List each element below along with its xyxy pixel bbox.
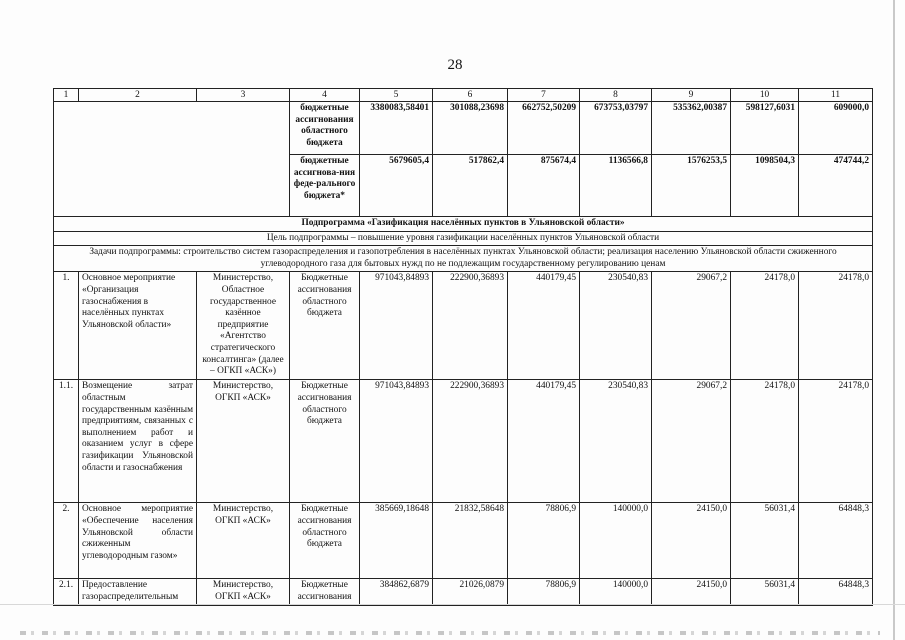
value-cell: 609000,0	[799, 102, 873, 155]
subprogram-goal: Цель подпрограммы – повышение уровня газификации населённых пунктов Ульяновской области	[54, 231, 873, 246]
column-header: 6	[433, 89, 508, 102]
value-cell: 3380083,58401	[360, 102, 433, 155]
value-cell: 971043,84893	[360, 272, 433, 380]
value-cell: 29067,2	[652, 380, 731, 503]
value-cell: 78806,9	[508, 579, 580, 605]
funding-source: бюджетные ассигнования областного бюджета	[290, 102, 360, 155]
value-cell: 673753,03797	[580, 102, 652, 155]
value-cell: 598127,6031	[731, 102, 799, 155]
subprogram-title-row	[54, 217, 873, 232]
executor: Министерство, ОГКП «АСК»	[197, 380, 290, 503]
value-cell: 517862,4	[433, 155, 508, 217]
value-cell: 24150,0	[652, 579, 731, 605]
value-cell: 140000,0	[580, 503, 652, 579]
value-cell: 24178,0	[799, 380, 873, 503]
page-edge	[893, 0, 895, 640]
table-row	[54, 272, 873, 380]
column-header: 3	[197, 89, 290, 102]
scan-artifact	[20, 631, 880, 635]
value-cell: 56031,4	[731, 503, 799, 579]
activity-name: Основное мероприятие «Обеспечение населения Ульяновской области сжиженным углеводородным газом»	[79, 503, 197, 579]
budget-table	[53, 88, 873, 606]
value-cell: 222900,36893	[433, 272, 508, 380]
value-cell: 64848,3	[799, 579, 873, 605]
value-cell: 535362,00387	[652, 102, 731, 155]
value-cell: 230540,83	[580, 380, 652, 503]
funding-source: бюджетные ассигнова-ния феде-рального бюджета*	[290, 155, 360, 217]
value-cell: 21832,58648	[433, 503, 508, 579]
table-row	[54, 579, 873, 605]
executor: Министерство, ОГКП «АСК»	[197, 579, 290, 605]
activity-name: Предоставление газораспределительным	[79, 579, 197, 605]
table-row	[54, 380, 873, 503]
column-header: 9	[652, 89, 731, 102]
executor: Министерство, ОГКП «АСК»	[197, 503, 290, 579]
empty-cell	[54, 102, 290, 217]
value-cell: 474744,2	[799, 155, 873, 217]
column-number-row	[54, 89, 873, 102]
column-header: 11	[799, 89, 873, 102]
value-cell: 5679605,4	[360, 155, 433, 217]
value-cell: 971043,84893	[360, 380, 433, 503]
value-cell: 1136566,8	[580, 155, 652, 217]
row-number: 1.	[54, 272, 79, 380]
value-cell: 24150,0	[652, 503, 731, 579]
value-cell: 222900,36893	[433, 380, 508, 503]
value-cell: 230540,83	[580, 272, 652, 380]
column-header: 1	[54, 89, 79, 102]
value-cell: 24178,0	[799, 272, 873, 380]
activity-name: Возмещение затрат областным государственным казённым предприятиям, связанных с выполнением работ и оказанием услуг в сфере газификации Ульяновской области и газоснабжения	[79, 380, 197, 503]
value-cell: 24178,0	[731, 380, 799, 503]
column-header: 8	[580, 89, 652, 102]
funding-source: Бюджетные ассигнования областного бюджета	[290, 380, 360, 503]
column-header: 2	[79, 89, 197, 102]
table-row	[54, 503, 873, 579]
funding-source: Бюджетные ассигнования	[290, 579, 360, 605]
page-edge	[0, 604, 905, 605]
funding-source: Бюджетные ассигнования областного бюджета	[290, 272, 360, 380]
value-cell: 1098504,3	[731, 155, 799, 217]
value-cell: 440179,45	[508, 380, 580, 503]
subprogram-goal-row	[54, 231, 873, 246]
value-cell: 56031,4	[731, 579, 799, 605]
executor: Министерство, Областное государственное казённое предприятие «Агентство стратегического консалтинга» (далее – ОГКП «АСК»)	[197, 272, 290, 380]
value-cell: 384862,6879	[360, 579, 433, 605]
value-cell: 301088,23698	[433, 102, 508, 155]
subprogram-tasks-row	[54, 246, 873, 272]
value-cell: 1576253,5	[652, 155, 731, 217]
column-header: 7	[508, 89, 580, 102]
value-cell: 21026,0879	[433, 579, 508, 605]
value-cell: 875674,4	[508, 155, 580, 217]
row-number: 2.	[54, 503, 79, 579]
value-cell: 662752,50209	[508, 102, 580, 155]
subprogram-title: Подпрограмма «Газификация населённых пунктов в Ульяновской области»	[54, 217, 873, 232]
value-cell: 29067,2	[652, 272, 731, 380]
row-number: 2.1.	[54, 579, 79, 605]
value-cell: 140000,0	[580, 579, 652, 605]
column-header: 5	[360, 89, 433, 102]
table-row	[54, 102, 873, 155]
column-header: 10	[731, 89, 799, 102]
column-header: 4	[290, 89, 360, 102]
value-cell: 78806,9	[508, 503, 580, 579]
subprogram-tasks: Задачи подпрограммы: строительство систем газораспределения и газопотребления в населённых пунктах Ульяновской области; реализация населению Ульяновской области сжиженного углеводородного газа для бытовых нужд по не подлежащим государственному регулированию ценам	[54, 246, 873, 272]
funding-source: Бюджетные ассигнования областного бюджета	[290, 503, 360, 579]
value-cell: 440179,45	[508, 272, 580, 380]
row-number: 1.1.	[54, 380, 79, 503]
page-number: 28	[447, 57, 463, 73]
activity-name: Основное мероприятие «Организация газоснабжения в населённых пунктах Ульяновской области»	[79, 272, 197, 380]
value-cell: 385669,18648	[360, 503, 433, 579]
value-cell: 64848,3	[799, 503, 873, 579]
value-cell: 24178,0	[731, 272, 799, 380]
